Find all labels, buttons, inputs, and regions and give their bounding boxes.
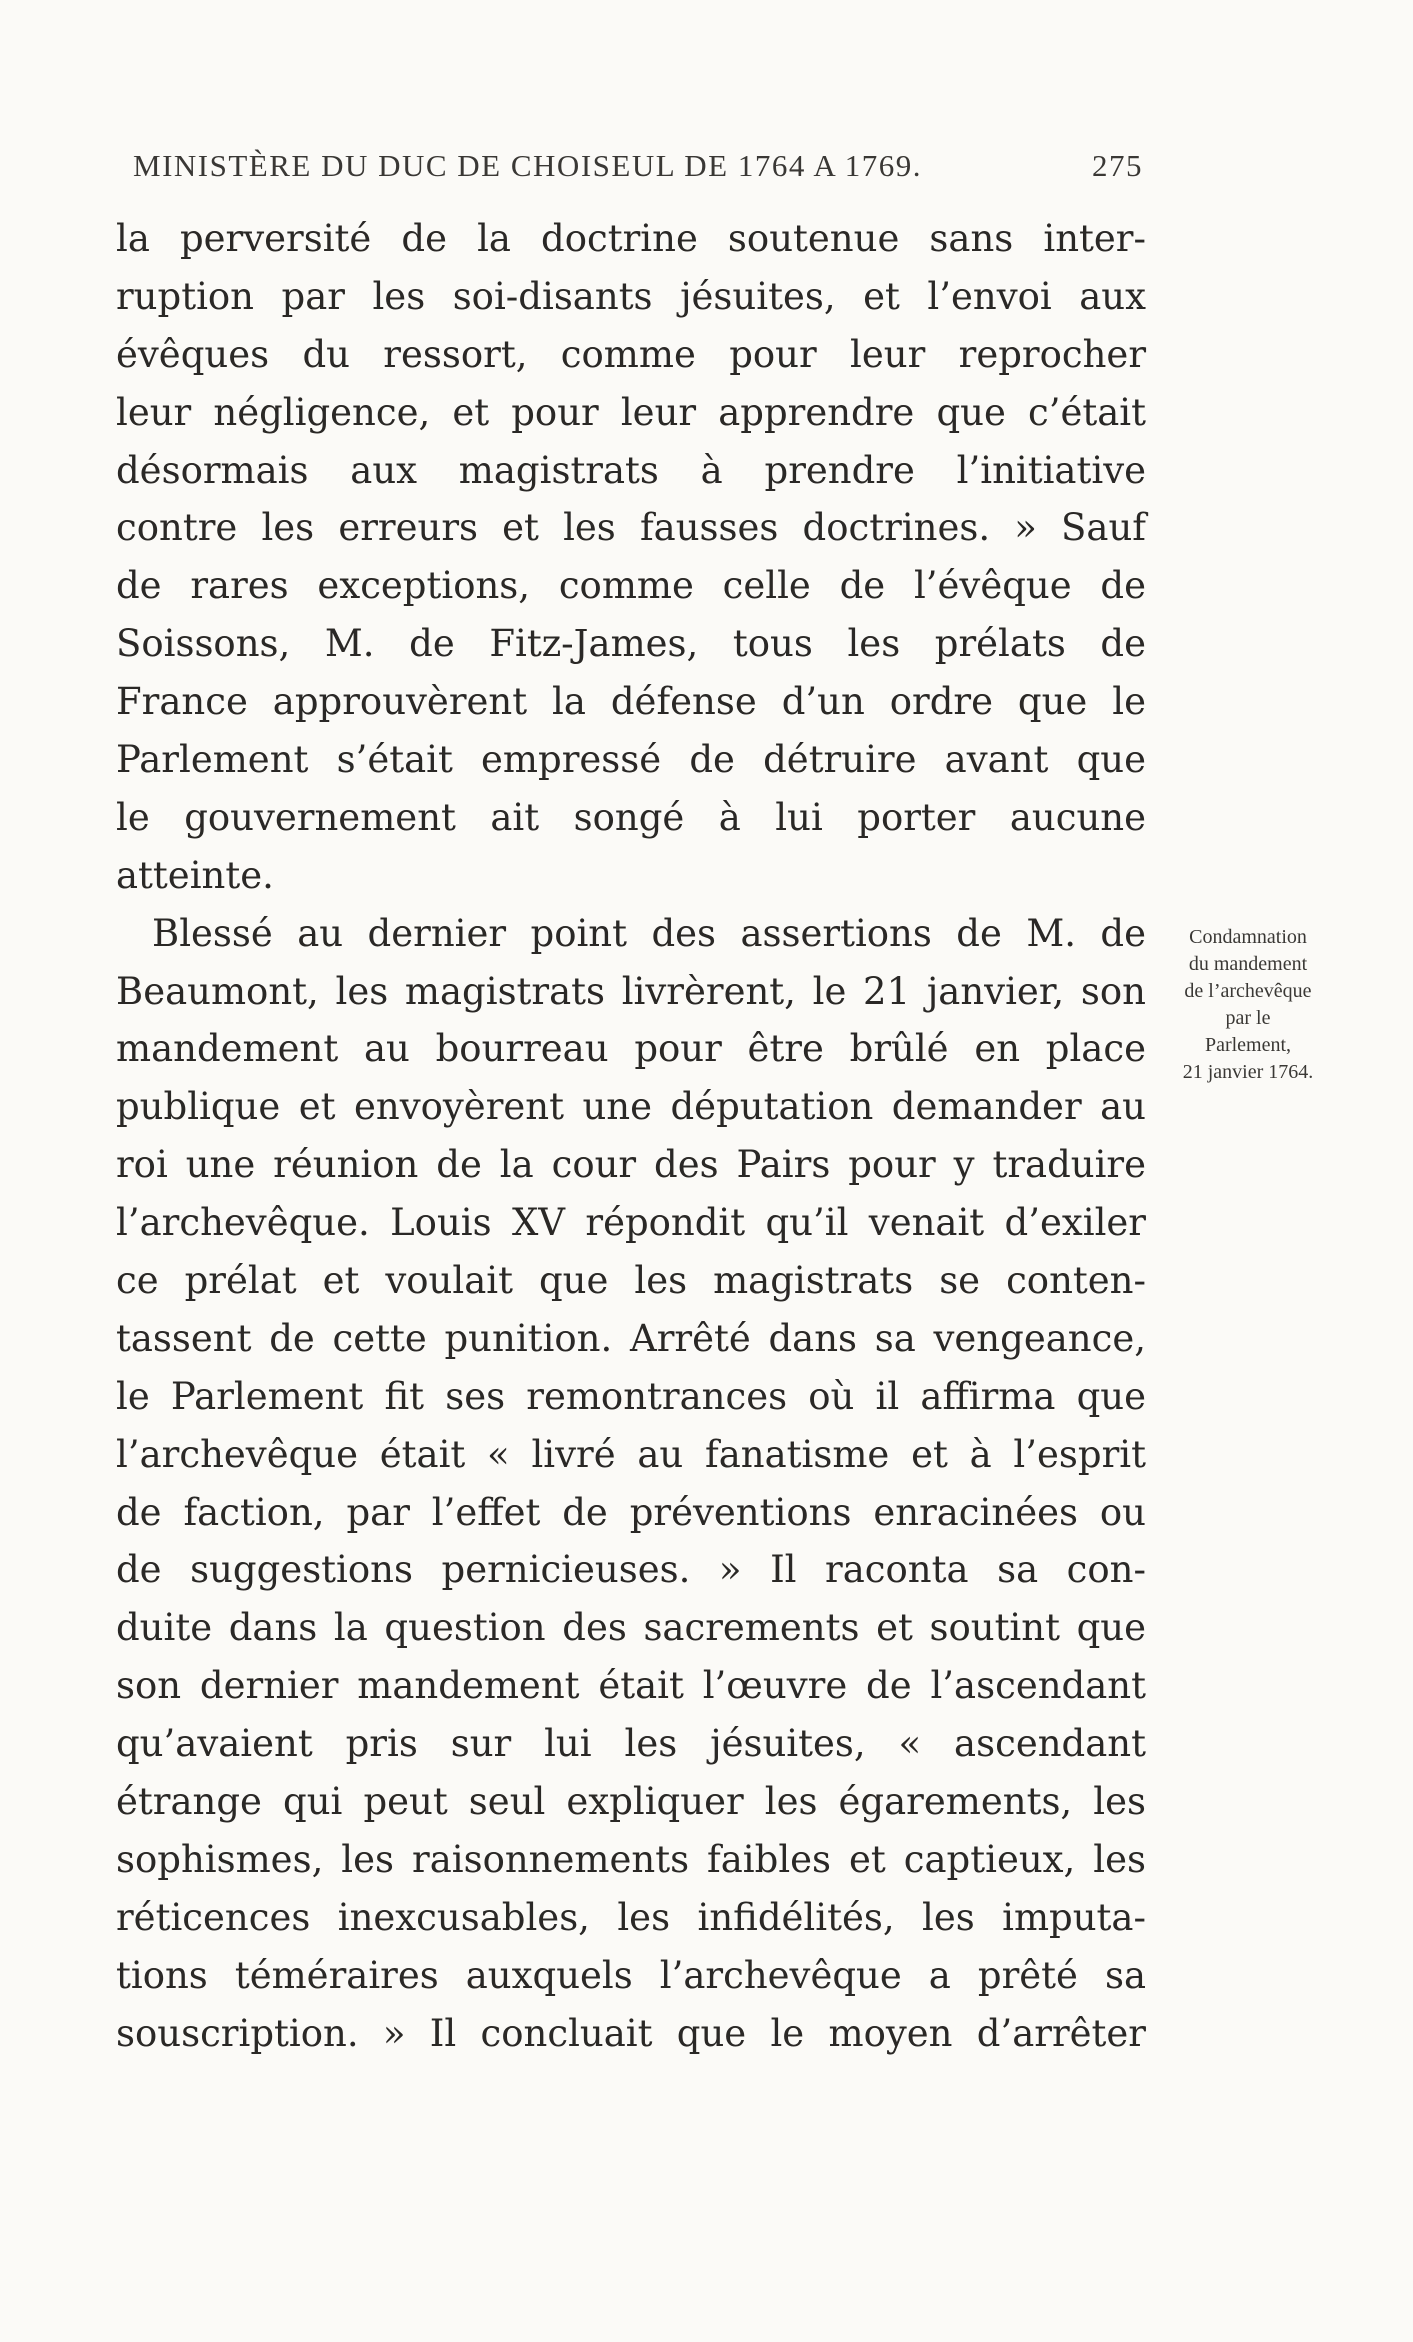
page-header — [133, 148, 1143, 198]
body-text — [116, 210, 1146, 2063]
margin-note-line: de l’archevêque — [1184, 980, 1312, 1002]
text-line: qu’avaient pris sur lui les jésuites, « ascendant — [116, 1722, 1146, 1766]
margin-note — [1148, 924, 1348, 1086]
text-line: tions téméraires auxquels l’archevêque a prêté sa — [116, 1953, 1146, 1997]
text-line: la perversité de la doctrine soutenue sans inter- — [116, 217, 1146, 260]
margin-note-line: du mandement — [1188, 953, 1308, 975]
text-line: ruption par les soi-disants jésuites, et l’envoi aux — [116, 274, 1146, 318]
margin-note-line: par le — [1225, 1007, 1271, 1029]
text-line: publique et envoyèrent une députation demander au — [116, 1085, 1146, 1129]
text-line: roi une réunion de la cour des Pairs pour y traduire — [116, 1143, 1146, 1187]
text-line: sophismes, les raisonnements faibles et captieux, les — [116, 1837, 1146, 1881]
margin-note-line: Condamnation — [1189, 926, 1307, 948]
text-line: mandement au bourreau pour être brûlé en place — [116, 1027, 1146, 1071]
text-line: de rares exceptions, comme celle de l’évêque de — [116, 564, 1146, 608]
text-line: contre les erreurs et les fausses doctrines. » Sauf — [116, 506, 1146, 550]
text-line: Blessé au dernier point des assertions de M. de — [152, 911, 1146, 955]
text-line: Soissons, M. de Fitz-James, tous les prélats de — [116, 622, 1146, 666]
text-line: France approuvèrent la défense d’un ordre que le — [116, 680, 1146, 724]
text-line: l’archevêque était « livré au fanatisme et à l’esprit — [116, 1432, 1146, 1476]
text-line: leur négligence, et pour leur apprendre que c’était — [116, 390, 1146, 434]
text-line: de faction, par l’effet de préventions enracinées ou — [116, 1490, 1146, 1534]
text-line: l’archevêque. Louis XV répondit qu’il venait d’exiler — [116, 1201, 1146, 1245]
text-line: réticences inexcusables, les infidélités, les imputa- — [116, 1895, 1146, 1939]
text-line: le Parlement fit ses remontrances où il affirma que — [116, 1374, 1146, 1418]
text-line: Beaumont, les magistrats livrèrent, le 21 janvier, son — [116, 969, 1146, 1013]
page-number: 275 — [1092, 148, 1143, 183]
text-line: évêques du ressort, comme pour leur reprocher — [116, 332, 1146, 376]
margin-note-line: 21 janvier 1764. — [1182, 1061, 1314, 1083]
running-title: MINISTÈRE DU DUC DE CHOISEUL DE 1764 A 1769. — [133, 148, 923, 183]
text-line: duite dans la question des sacrements et soutint que — [116, 1606, 1146, 1650]
margin-note-line: Parlement, — [1204, 1034, 1292, 1056]
text-line: de suggestions pernicieuses. » Il raconta sa con- — [116, 1548, 1146, 1592]
text-line: Parlement s’était empressé de détruire avant que — [116, 738, 1146, 782]
text-line: étrange qui peut seul expliquer les égarements, les — [116, 1780, 1146, 1824]
text-line: le gouvernement ait songé à lui porter aucune — [116, 795, 1146, 839]
text-line: souscription. » Il concluait que le moyen d’arrêter — [116, 2011, 1146, 2055]
text-line: ce prélat et voulait que les magistrats se conten- — [116, 1259, 1146, 1303]
text-line: tassent de cette punition. Arrêté dans sa vengeance, — [116, 1316, 1146, 1360]
text-line: son dernier mandement était l’œuvre de l’ascendant — [116, 1664, 1146, 1708]
text-line: atteinte. — [116, 853, 274, 897]
text-line: désormais aux magistrats à prendre l’initiative — [116, 448, 1146, 492]
